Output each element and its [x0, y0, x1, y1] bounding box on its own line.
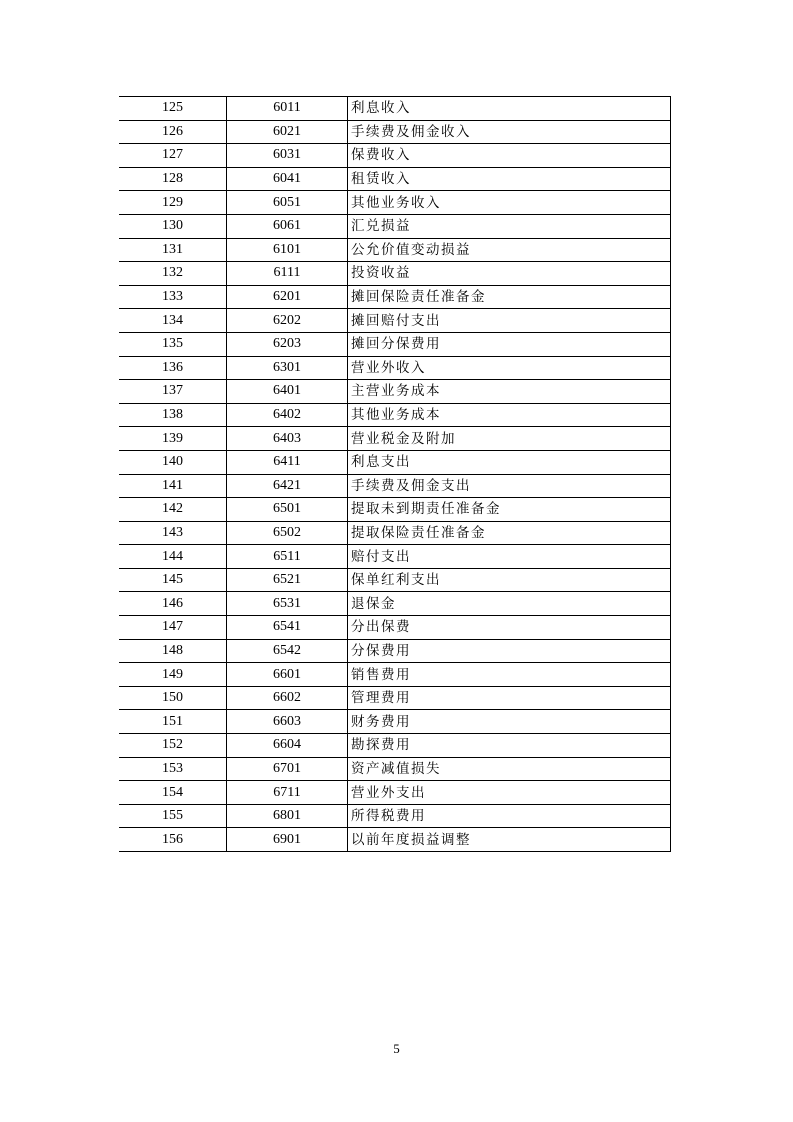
table-row [119, 498, 671, 522]
table-row [119, 309, 671, 333]
row-number-cell: 156 [119, 828, 227, 852]
account-code-cell: 6531 [227, 592, 348, 616]
row-number-cell: 129 [119, 191, 227, 215]
table-row [119, 804, 671, 828]
row-number-cell: 126 [119, 120, 227, 144]
account-name-cell: 分出保费 [348, 616, 671, 640]
table-row [119, 214, 671, 238]
account-name-cell: 投资收益 [348, 262, 671, 286]
table-row [119, 191, 671, 215]
table-row [119, 545, 671, 569]
account-code-cell: 6501 [227, 498, 348, 522]
account-name-cell: 摊回分保费用 [348, 332, 671, 356]
accounts-table-body [119, 97, 671, 852]
account-name-cell: 销售费用 [348, 663, 671, 687]
account-code-cell: 6602 [227, 686, 348, 710]
table-row [119, 262, 671, 286]
row-number-cell: 150 [119, 686, 227, 710]
row-number-cell: 151 [119, 710, 227, 734]
table-row [119, 120, 671, 144]
row-number-cell: 155 [119, 804, 227, 828]
account-code-cell: 6604 [227, 734, 348, 758]
table-row [119, 521, 671, 545]
account-name-cell: 提取未到期责任准备金 [348, 498, 671, 522]
row-number-cell: 142 [119, 498, 227, 522]
table-row [119, 403, 671, 427]
account-code-cell: 6031 [227, 144, 348, 168]
table-row [119, 144, 671, 168]
table-row [119, 285, 671, 309]
table-row [119, 734, 671, 758]
row-number-cell: 154 [119, 781, 227, 805]
row-number-cell: 153 [119, 757, 227, 781]
row-number-cell: 143 [119, 521, 227, 545]
row-number-cell: 136 [119, 356, 227, 380]
row-number-cell: 125 [119, 97, 227, 121]
table-row [119, 356, 671, 380]
account-name-cell: 手续费及佣金收入 [348, 120, 671, 144]
table-row [119, 639, 671, 663]
account-code-cell: 6801 [227, 804, 348, 828]
account-name-cell: 赔付支出 [348, 545, 671, 569]
account-code-cell: 6421 [227, 474, 348, 498]
account-code-cell: 6411 [227, 450, 348, 474]
row-number-cell: 137 [119, 380, 227, 404]
account-code-cell: 6701 [227, 757, 348, 781]
account-code-cell: 6502 [227, 521, 348, 545]
table-row [119, 97, 671, 121]
row-number-cell: 149 [119, 663, 227, 687]
account-code-cell: 6601 [227, 663, 348, 687]
table-row [119, 568, 671, 592]
row-number-cell: 138 [119, 403, 227, 427]
account-name-cell: 管理费用 [348, 686, 671, 710]
row-number-cell: 134 [119, 309, 227, 333]
account-code-cell: 6203 [227, 332, 348, 356]
account-name-cell: 营业外收入 [348, 356, 671, 380]
account-code-cell: 6201 [227, 285, 348, 309]
table-row [119, 710, 671, 734]
account-name-cell: 营业外支出 [348, 781, 671, 805]
account-name-cell: 财务费用 [348, 710, 671, 734]
account-name-cell: 手续费及佣金支出 [348, 474, 671, 498]
account-code-cell: 6401 [227, 380, 348, 404]
table-row [119, 474, 671, 498]
row-number-cell: 145 [119, 568, 227, 592]
account-name-cell: 退保金 [348, 592, 671, 616]
table-row [119, 380, 671, 404]
account-code-cell: 6011 [227, 97, 348, 121]
row-number-cell: 132 [119, 262, 227, 286]
row-number-cell: 147 [119, 616, 227, 640]
row-number-cell: 131 [119, 238, 227, 262]
account-code-cell: 6541 [227, 616, 348, 640]
row-number-cell: 144 [119, 545, 227, 569]
table-row [119, 332, 671, 356]
row-number-cell: 148 [119, 639, 227, 663]
account-code-cell: 6711 [227, 781, 348, 805]
account-name-cell: 利息收入 [348, 97, 671, 121]
account-name-cell: 摊回保险责任准备金 [348, 285, 671, 309]
account-code-cell: 6402 [227, 403, 348, 427]
row-number-cell: 130 [119, 214, 227, 238]
row-number-cell: 139 [119, 427, 227, 451]
account-code-cell: 6202 [227, 309, 348, 333]
account-name-cell: 主营业务成本 [348, 380, 671, 404]
row-number-cell: 141 [119, 474, 227, 498]
account-name-cell: 以前年度损益调整 [348, 828, 671, 852]
row-number-cell: 127 [119, 144, 227, 168]
table-row [119, 757, 671, 781]
account-code-cell: 6542 [227, 639, 348, 663]
account-code-cell: 6041 [227, 167, 348, 191]
table-row [119, 238, 671, 262]
account-name-cell: 租赁收入 [348, 167, 671, 191]
account-name-cell: 营业税金及附加 [348, 427, 671, 451]
account-code-cell: 6521 [227, 568, 348, 592]
account-code-cell: 6021 [227, 120, 348, 144]
table-row [119, 828, 671, 852]
account-name-cell: 利息支出 [348, 450, 671, 474]
account-name-cell: 保费收入 [348, 144, 671, 168]
row-number-cell: 135 [119, 332, 227, 356]
table-row [119, 686, 671, 710]
account-code-cell: 6051 [227, 191, 348, 215]
account-name-cell: 保单红利支出 [348, 568, 671, 592]
account-code-cell: 6603 [227, 710, 348, 734]
row-number-cell: 140 [119, 450, 227, 474]
account-name-cell: 汇兑损益 [348, 214, 671, 238]
row-number-cell: 133 [119, 285, 227, 309]
row-number-cell: 128 [119, 167, 227, 191]
account-name-cell: 其他业务成本 [348, 403, 671, 427]
table-row [119, 167, 671, 191]
row-number-cell: 152 [119, 734, 227, 758]
table-row [119, 616, 671, 640]
accounts-table [119, 96, 671, 852]
account-name-cell: 提取保险责任准备金 [348, 521, 671, 545]
table-row [119, 663, 671, 687]
account-code-cell: 6101 [227, 238, 348, 262]
account-name-cell: 分保费用 [348, 639, 671, 663]
account-name-cell: 资产减值损失 [348, 757, 671, 781]
account-code-cell: 6901 [227, 828, 348, 852]
table-row [119, 427, 671, 451]
account-name-cell: 所得税费用 [348, 804, 671, 828]
account-code-cell: 6403 [227, 427, 348, 451]
account-name-cell: 勘探费用 [348, 734, 671, 758]
account-code-cell: 6301 [227, 356, 348, 380]
page-number: 5 [393, 1041, 400, 1056]
table-row [119, 781, 671, 805]
account-code-cell: 6511 [227, 545, 348, 569]
account-name-cell: 其他业务收入 [348, 191, 671, 215]
table-row [119, 450, 671, 474]
row-number-cell: 146 [119, 592, 227, 616]
table-row [119, 592, 671, 616]
account-name-cell: 摊回赔付支出 [348, 309, 671, 333]
account-code-cell: 6061 [227, 214, 348, 238]
account-code-cell: 6111 [227, 262, 348, 286]
account-name-cell: 公允价值变动损益 [348, 238, 671, 262]
